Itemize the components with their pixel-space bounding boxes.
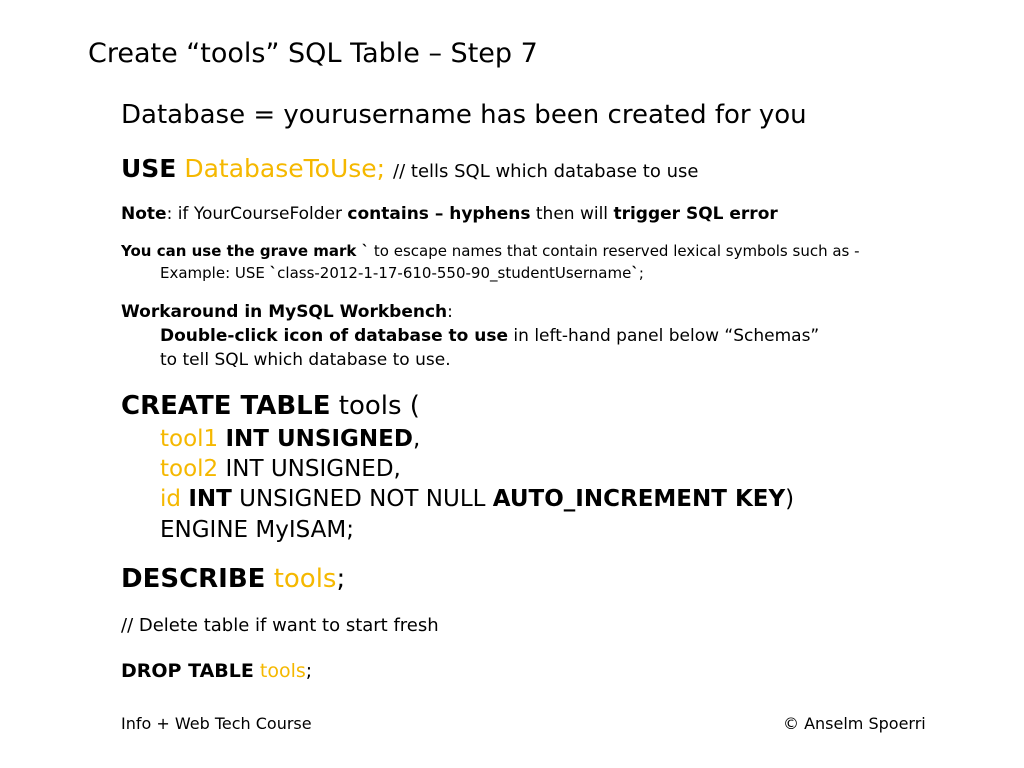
create-table-line xyxy=(121,391,420,421)
delete-comment: // Delete table if want to start fresh xyxy=(121,615,439,636)
grave-tick-close: ` xyxy=(631,264,639,282)
note-text-1: : if YourCourseFolder xyxy=(166,204,348,224)
workaround-text: in left-hand panel below “Schemas” xyxy=(508,326,820,346)
column-id-name: id xyxy=(160,486,181,512)
grave-example-prefix: Example: USE xyxy=(160,264,270,282)
footer-copyright: © Anselm Spoerri xyxy=(783,714,926,733)
column-id-mid: UNSIGNED NOT NULL xyxy=(231,486,493,512)
column-tool1-name: tool1 xyxy=(160,426,219,452)
slide-title: Create “tools” SQL Table – Step 7 xyxy=(88,38,538,69)
create-table-keyword: CREATE TABLE xyxy=(121,391,331,421)
drop-table: tools xyxy=(259,660,306,682)
column-tool1 xyxy=(160,426,420,452)
column-id xyxy=(160,486,794,512)
note-bold-1: contains – hyphens xyxy=(347,204,531,224)
column-tool1-end: , xyxy=(412,426,421,452)
column-id-int: INT xyxy=(188,486,232,512)
describe-table: tools xyxy=(273,564,337,594)
column-tool2-name: tool2 xyxy=(160,456,219,482)
note-text-2: then will xyxy=(530,204,614,224)
note-line xyxy=(121,204,778,224)
use-keyword: USE xyxy=(121,154,177,183)
column-id-end: ) xyxy=(785,486,795,512)
use-comment: // tells SQL which database to use xyxy=(393,161,699,182)
use-statement xyxy=(121,154,698,183)
drop-line xyxy=(121,660,312,682)
workaround-line-2 xyxy=(160,326,819,346)
engine-line: ENGINE MyISAM; xyxy=(160,517,354,543)
column-tool2-type: INT UNSIGNED, xyxy=(218,456,401,482)
describe-keyword: DESCRIBE xyxy=(121,564,266,594)
use-database: DatabaseToUse; xyxy=(184,154,386,183)
grave-tick-open: ` xyxy=(269,264,278,282)
column-id-auto: AUTO_INCREMENT KEY xyxy=(492,486,786,512)
grave-example-end: ; xyxy=(638,264,644,282)
grave-mark-bold: You can use the grave mark ` xyxy=(121,242,370,260)
database-line: Database = yourusername has been created for you xyxy=(121,100,807,130)
workaround-bold: Double-click icon of database to use xyxy=(160,326,509,346)
create-table-name: tools ( xyxy=(330,391,420,421)
grave-example-name: class-2012-1-17-610-550-90_studentUsername xyxy=(277,264,632,282)
grave-mark-text: to escape names that contain reserved lexical symbols such as - xyxy=(369,242,860,260)
workaround-line-3: to tell SQL which database to use. xyxy=(160,350,451,370)
workaround-colon: : xyxy=(447,302,453,322)
column-tool2 xyxy=(160,456,401,482)
grave-mark-line xyxy=(121,242,860,260)
column-tool1-type: INT UNSIGNED xyxy=(225,426,413,452)
describe-line xyxy=(121,564,345,594)
workaround-heading xyxy=(121,302,453,322)
workaround-label: Workaround in MySQL Workbench xyxy=(121,302,448,322)
describe-end: ; xyxy=(336,564,346,594)
drop-end: ; xyxy=(305,660,313,682)
footer-course: Info + Web Tech Course xyxy=(121,714,312,733)
note-label: Note xyxy=(121,204,167,224)
drop-keyword: DROP TABLE xyxy=(121,660,254,682)
note-bold-2: trigger SQL error xyxy=(613,204,778,224)
grave-example-line xyxy=(160,264,644,282)
